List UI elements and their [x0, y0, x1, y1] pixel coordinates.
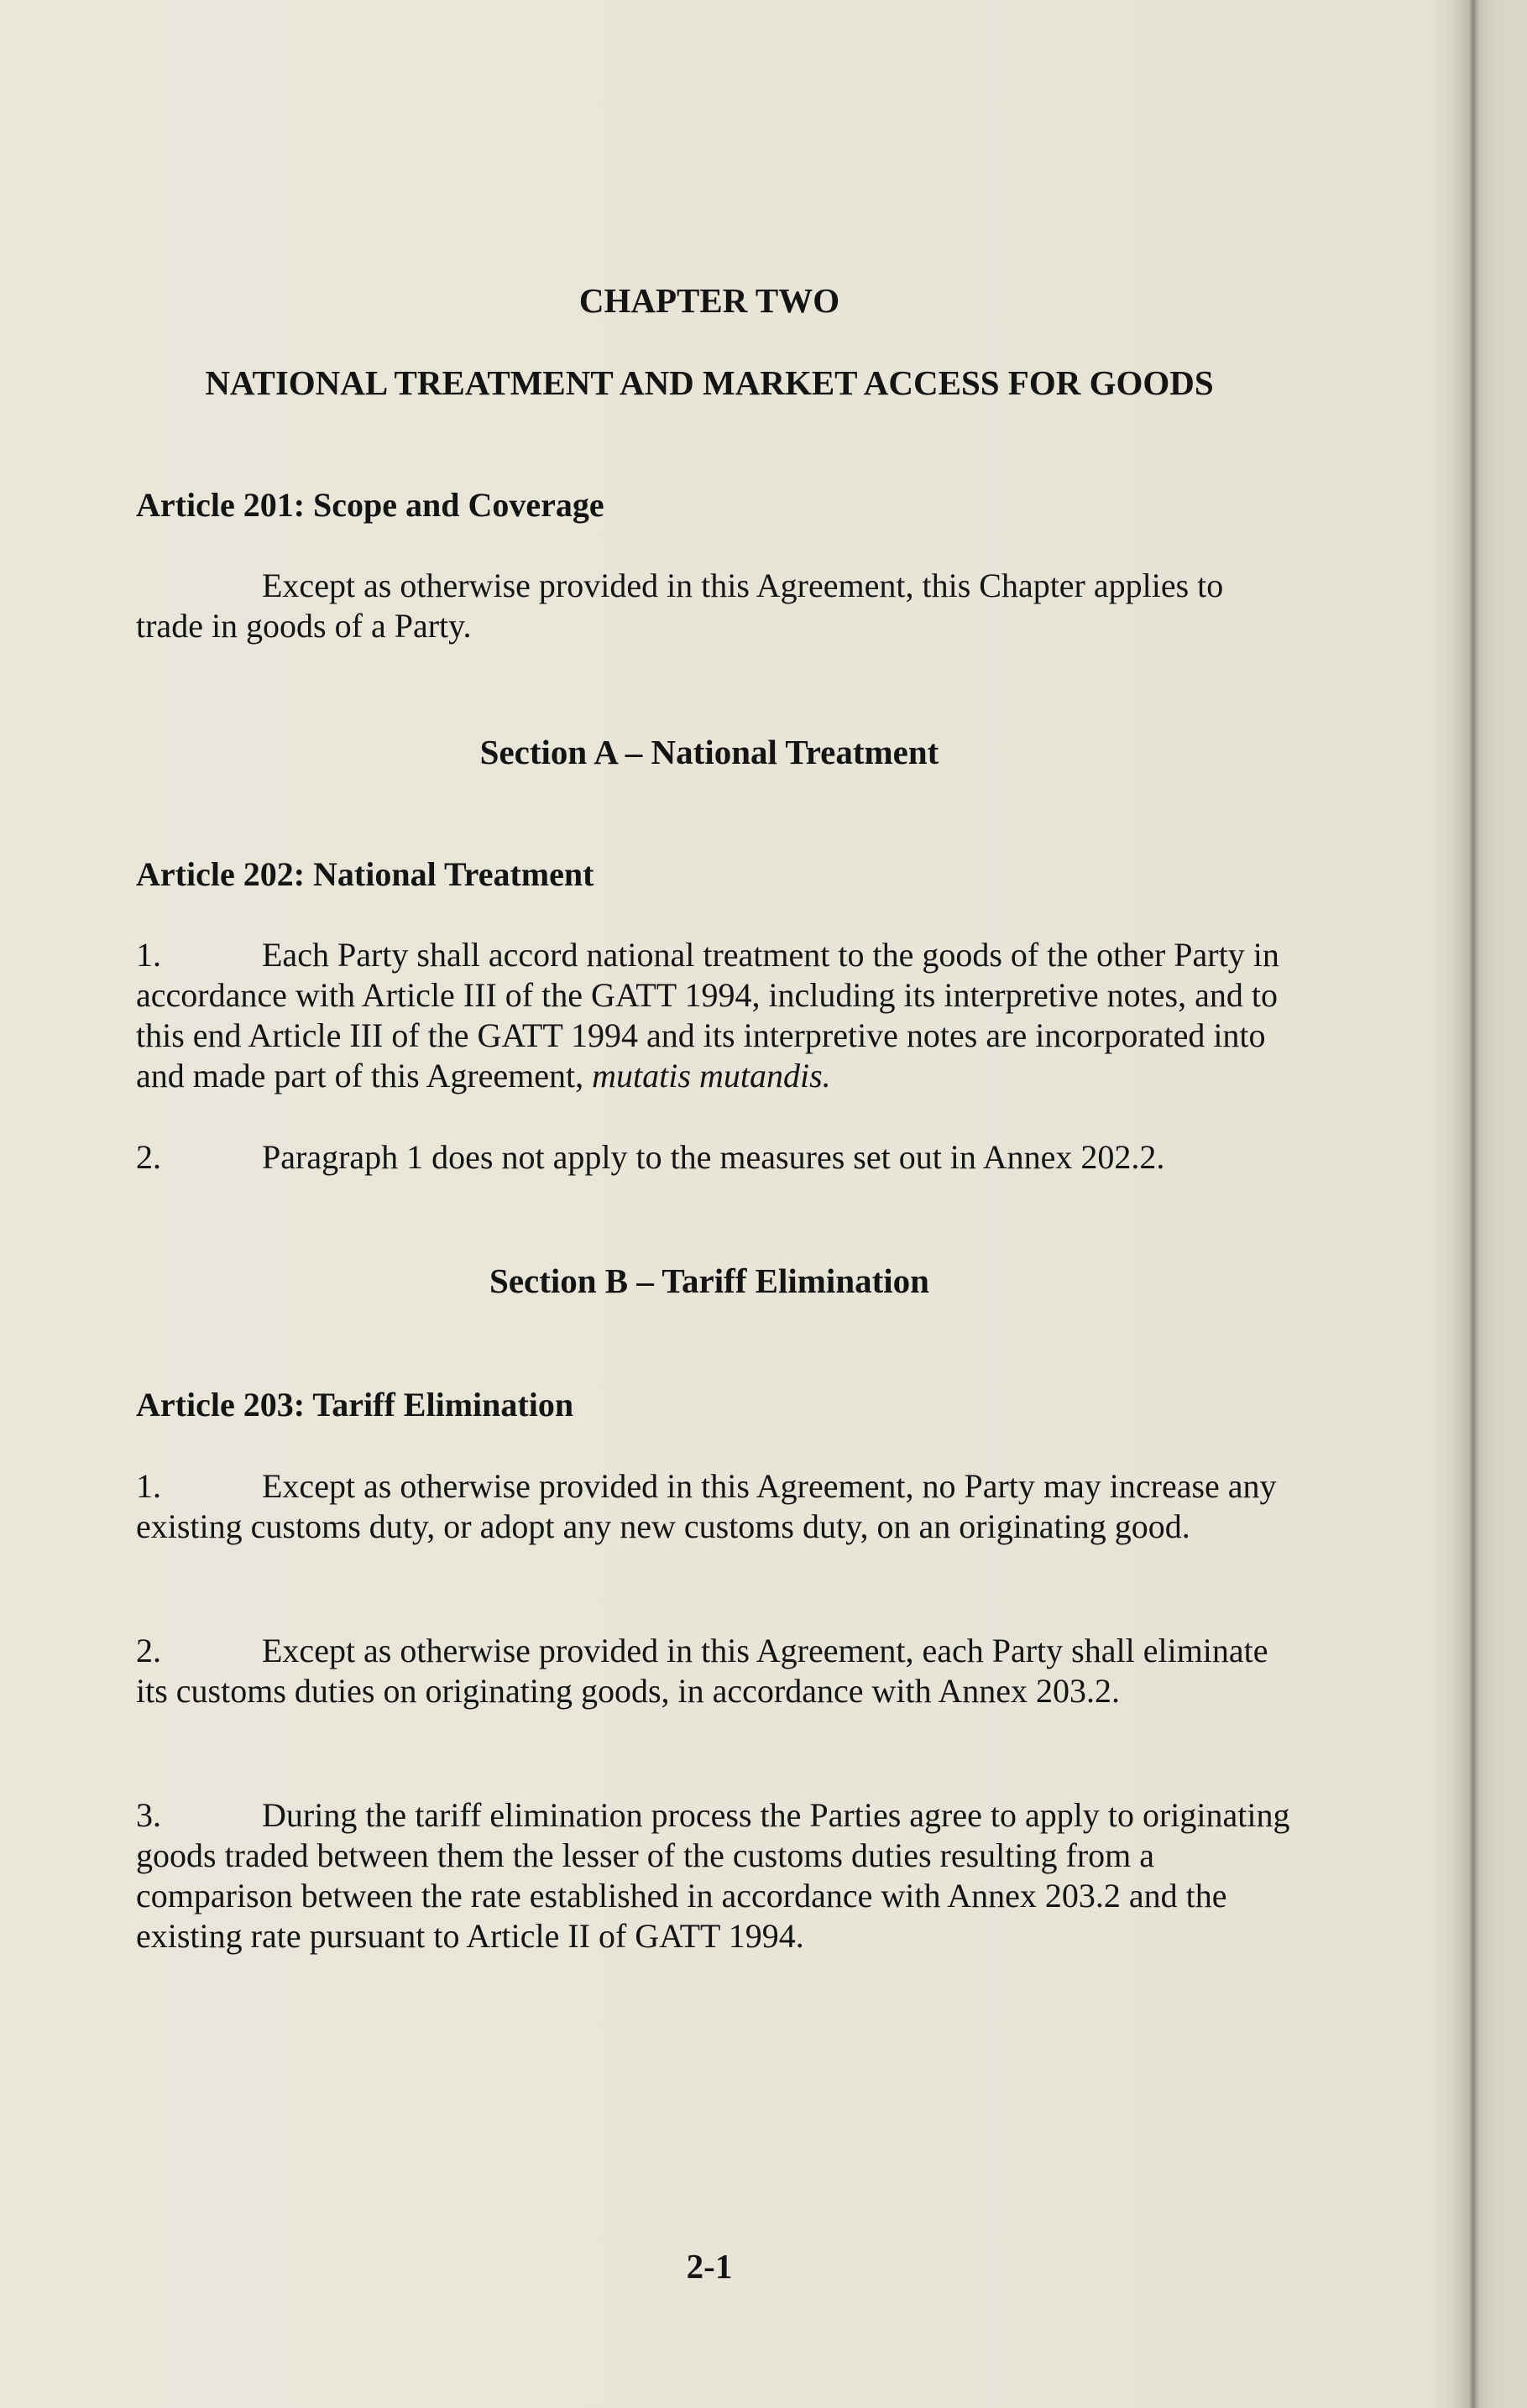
section-a-heading: Section A – National Treatment: [479, 733, 939, 771]
paragraph-text: Except as otherwise provided in this Agreement, no Party may increase any existing customs duty, or adopt any new customs duty, on an originating good.: [136, 1467, 1277, 1545]
chapter-title: CHAPTER TWO: [578, 281, 840, 320]
article-203-heading: Article 203: Tariff Elimination: [136, 1386, 574, 1423]
paragraph-text: Paragraph 1 does not apply to the measures set out in Annex 202.2.: [262, 1138, 1165, 1176]
paragraph-number: 3.: [136, 1796, 161, 1834]
article-203-paragraph-3: [136, 1795, 1294, 1956]
page-number: 2-1: [686, 2247, 733, 2285]
article-202-paragraph-1: [136, 935, 1294, 1096]
article-201-text: [136, 566, 1294, 646]
paragraph-text: Except as otherwise provided in this Agreement, each Party shall eliminate its customs duties on originating goods, in accordance with Annex 203.2.: [136, 1632, 1268, 1710]
paragraph-text: Each Party shall accord national treatment to the goods of the other Party in accordance with Article III of the GATT 1994, including its interpretive notes, and to this end Article III of the GATT 1994 and its interpretive notes are incorporated into and made part of this Agreement,: [136, 936, 1279, 1094]
paragraph-text: During the tariff elimination process the Parties agree to apply to originating goods traded between them the lesser of the customs duties resulting from a comparison between the rate established in accordance with Annex 203.2 and the existing rate pursuant to Article II of GATT 1994.: [136, 1796, 1290, 1955]
show-through-text: [520, 243, 1276, 1418]
chapter-subtitle: NATIONAL TREATMENT AND MARKET ACCESS FOR GOODS: [205, 363, 1214, 402]
article-201-heading: Article 201: Scope and Coverage: [136, 486, 604, 524]
paragraph-number: 2.: [136, 1632, 161, 1669]
page-spine-shadow: [1427, 0, 1527, 2408]
section-b-heading: Section B – Tariff Elimination: [489, 1261, 929, 1300]
article-201-body: Except as otherwise provided in this Agreement, this Chapter applies to trade in goods of a Party.: [136, 567, 1224, 645]
paragraph-number: 1.: [136, 1467, 161, 1505]
article-203-paragraph-1: [136, 1466, 1294, 1547]
article-202-heading: Article 202: National Treatment: [136, 855, 594, 893]
article-203-paragraph-2: [136, 1631, 1294, 1711]
article-202-paragraph-2: [136, 1137, 1294, 1178]
paragraph-number: 2.: [136, 1138, 161, 1176]
paragraph-number: 1.: [136, 936, 161, 974]
latin-phrase: mutatis mutandis.: [592, 1057, 831, 1094]
